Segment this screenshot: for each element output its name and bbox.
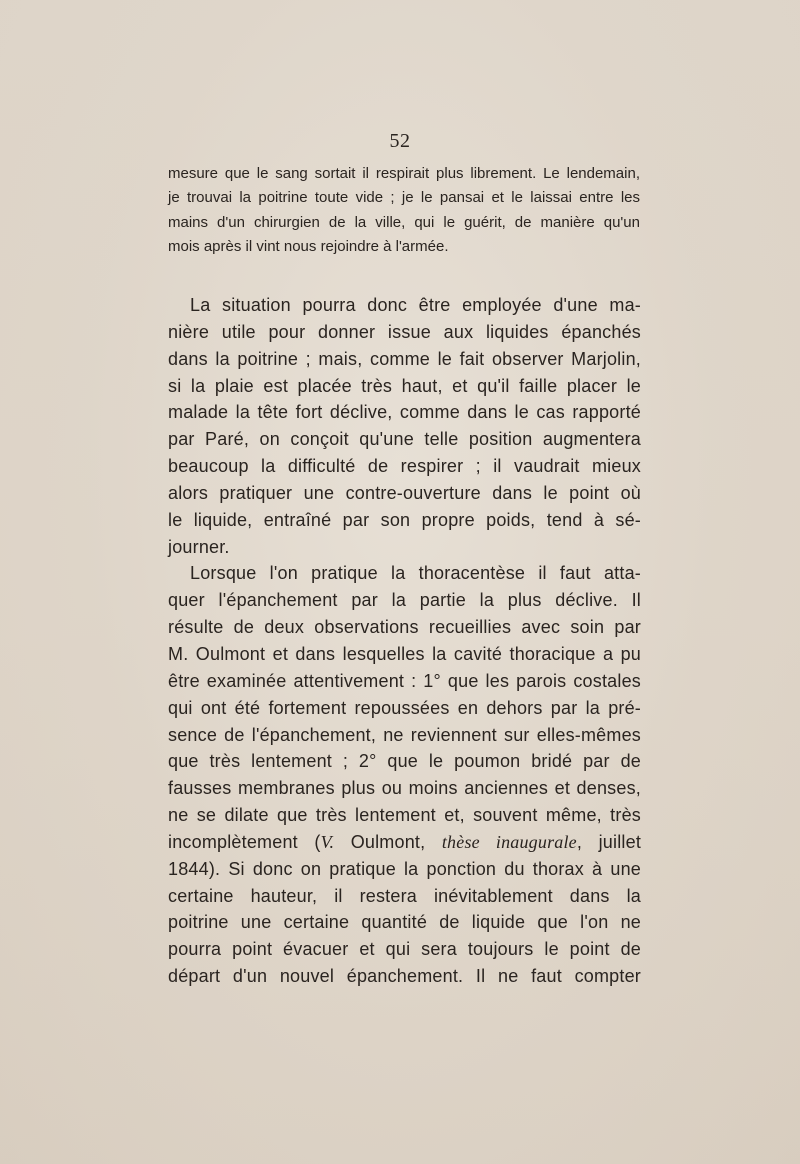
body-line: être examinée attentivement : 1° que les parois costales [168, 670, 641, 691]
body-line: si la plaie est placée très haut, et qu'il faille placer le [168, 375, 641, 396]
citation-author: Oulmont, [334, 831, 442, 852]
body-line: qui ont été fortement repoussées en dehors par la pré- [168, 697, 641, 718]
body-line: certaine hauteur, il restera inévitablement dans la [168, 885, 641, 906]
body-line: sence de l'épanchement, ne reviennent sur elles-mêmes [168, 724, 641, 745]
body-line: résulte de deux observations recueillies avec soin par [168, 617, 641, 638]
citation-lead: incomplètement ( [168, 831, 321, 852]
body-line: La situation pourra donc être employée d'une ma- [190, 295, 641, 315]
page-number: 52 [389, 130, 411, 152]
quote-line: mains d'un chirurgien de la ville, qui le guérit, de manière qu'un [168, 213, 640, 231]
quote-line: mois après il vint nous rejoindre à l'armée. [168, 237, 449, 255]
body-line: alors pratiquer une contre-ouverture dans le point où [168, 482, 641, 503]
body-line: que très lentement ; 2° que le poumon bridé par de [168, 751, 641, 772]
body-line: nière utile pour donner issue aux liquides épanchés [168, 321, 641, 342]
citation-date: , juillet [576, 831, 642, 852]
body-line: le liquide, entraîné par son propre poids, tend à sé- [168, 509, 641, 530]
body-line: beaucoup la difficulté de respirer ; il vaudrait mieux [168, 456, 641, 477]
body-line: journer. [168, 536, 230, 557]
body-line: Lorsque l'on pratique la thoracentèse il faut atta- [190, 563, 641, 584]
body-line: ne se dilate que très lentement et, souvent même, très [168, 805, 641, 826]
body-line: M. Oulmont et dans lesquelles la cavité thoracique a pu [168, 643, 641, 664]
body-line: pourra point évacuer et qui sera toujours le point de [168, 939, 641, 960]
body-line: 1844). Si donc on pratique la ponction du thorax à une [168, 858, 641, 879]
body-line: quer l'épanchement par la partie la plus déclive. Il [168, 590, 641, 611]
body-line-citation [168, 829, 641, 856]
quoted-passage [168, 162, 640, 259]
body-line: poitrine une certaine quantité de liquide que l'on ne [168, 912, 641, 933]
body-line: par Paré, on conçoit qu'une telle position augmentera [168, 429, 641, 450]
body-line: fausses membranes plus ou moins anciennes et denses, [168, 778, 641, 799]
body-line: départ d'un nouvel épanchement. Il ne faut compter [168, 966, 641, 987]
body-line: dans la poitrine ; mais, comme le fait observer Marjolin, [168, 348, 641, 369]
quote-line: mesure que le sang sortait il respirait plus librement. Le lendemain, [168, 165, 640, 182]
body-text [168, 292, 641, 990]
citation-abbrev: V. [320, 831, 335, 852]
quote-line: je trouvai la poitrine toute vide ; je le pansai et le laissai entre les [168, 189, 640, 207]
body-line: malade la tête fort déclive, comme dans le cas rapporté [168, 402, 641, 423]
citation-title: thèse inaugurale [441, 831, 577, 852]
